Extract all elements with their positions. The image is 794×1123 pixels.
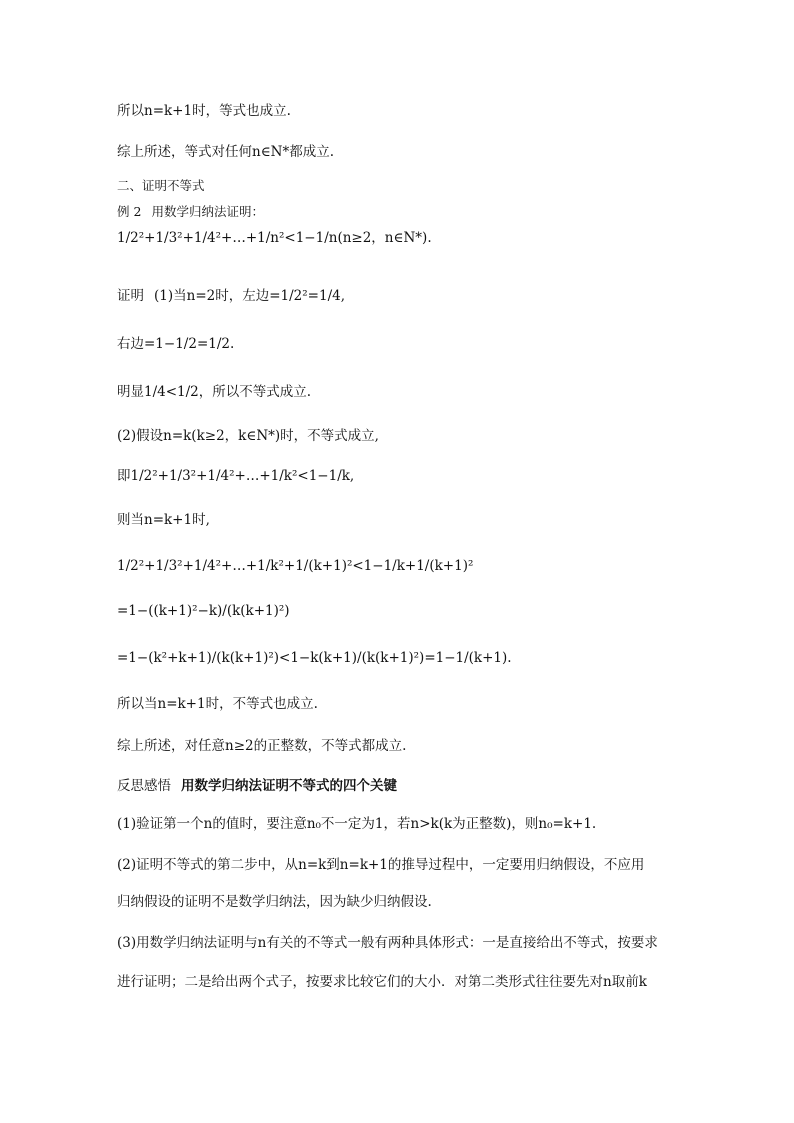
section-heading: 二、证明不等式 <box>117 178 205 193</box>
point-3-line-a: (3)用数学归纳法证明与n有关的不等式一般有两种具体形式：一是直接给出不等式，按要求 <box>117 935 658 951</box>
example-2-line <box>117 206 264 219</box>
example-label: 例 2 <box>117 204 142 219</box>
reflection-heading <box>117 780 397 794</box>
proof-label: 证明 <box>117 288 144 304</box>
hypothesis-inequality: 即1/2²+1/3²+1/4²+…+1/k²<1−1/k, <box>117 468 355 484</box>
proof-step-1 <box>117 290 345 304</box>
point-2-line-b: 归纳假设的证明不是数学归纳法，因为缺少归纳假设. <box>117 894 432 910</box>
main-inequality: 1/2²+1/3²+1/4²+…+1/n²<1−1/n(n≥2，n∈N*). <box>117 230 432 246</box>
reflection-label: 反思感悟 <box>117 778 171 794</box>
then-when-line: 则当n=k+1时, <box>117 512 210 528</box>
step-1-text: (1)当n=2时，左边=1/2²=1/4, <box>154 288 345 304</box>
example-text: 用数学归纳法证明： <box>151 204 264 219</box>
proof-step-2: (2)假设n=k(k≥2，k∈N*)时，不等式成立, <box>117 428 379 444</box>
right-side-line: 右边=1−1/2=1/2. <box>117 336 235 352</box>
conclusion-equation-line: 所以n=k+1时，等式也成立. <box>117 103 291 119</box>
conclusion-inequality-line: 所以当n=k+1时，不等式也成立. <box>117 696 318 712</box>
point-3-line-b: 进行证明；二是给出两个式子，按要求比较它们的大小．对第二类形式往往要先对n取前k <box>117 974 647 990</box>
derivation-line-1: 1/2²+1/3²+1/4²+…+1/k²+1/(k+1)²<1−1/k+1/(k+1)² <box>117 558 474 574</box>
obvious-line: 明显1/4<1/2，所以不等式成立. <box>117 384 312 400</box>
point-2-line-a: (2)证明不等式的第二步中，从n=k到n=k+1的推导过程中，一定要用归纳假设，不应用 <box>117 857 645 873</box>
summary-inequality-line: 综上所述，对任意n≥2的正整数，不等式都成立. <box>117 738 407 754</box>
derivation-line-3: =1−(k²+k+1)/(k(k+1)²)<1−k(k+1)/(k(k+1)²)=1−1/(k+1). <box>117 650 512 666</box>
reflection-title: 用数学归纳法证明不等式的四个关键 <box>181 778 397 794</box>
derivation-line-2: =1−((k+1)²−k)/(k(k+1)²) <box>117 603 290 619</box>
point-1: (1)验证第一个n的值时，要注意n₀不一定为1，若n>k(k为正整数)，则n₀=k+1. <box>117 816 597 832</box>
summary-equation-line: 综上所述，等式对任何n∈N*都成立. <box>117 144 335 160</box>
